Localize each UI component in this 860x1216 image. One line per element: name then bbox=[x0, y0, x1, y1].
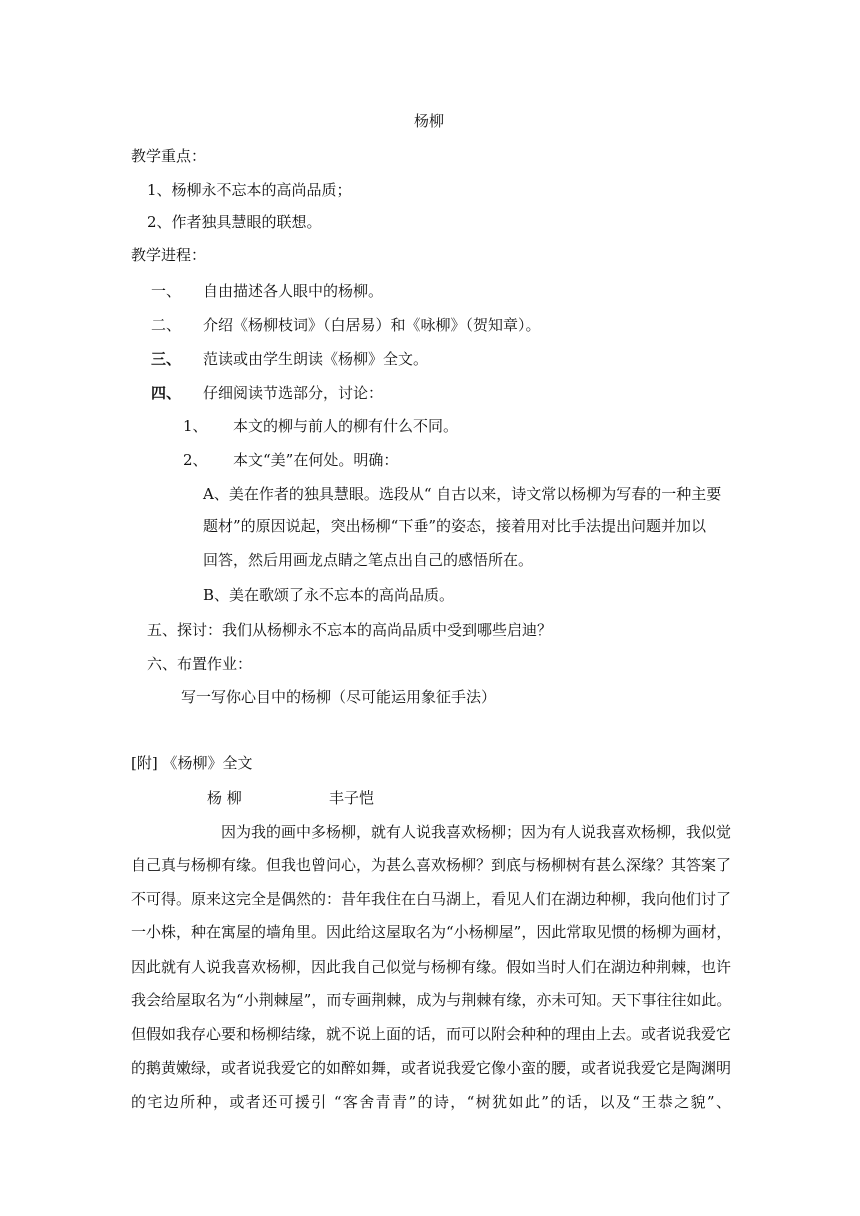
article-line: 的鹅黄嫩绿，或者说我爱它的如醉如舞，或者说我爱它像小蛮的腰，或者说我爱它是陶渊明 bbox=[131, 1059, 732, 1077]
article-title: 杨 柳 bbox=[207, 789, 242, 807]
step-text: 范读或由学生朗读《杨柳》全文。 bbox=[203, 350, 429, 368]
sub-step-text: 本文的柳与前人的柳有什么不同。 bbox=[233, 417, 459, 435]
article-line: 因为我的画中多杨柳，就有人说我喜欢杨柳；因为有人说我喜欢杨柳，我似觉 bbox=[221, 823, 732, 841]
step-text: 仔细阅读节选部分，讨论： bbox=[203, 384, 384, 402]
sub-step-number: 1、 bbox=[183, 417, 208, 435]
appendix-heading: [附] 《杨柳》全文 bbox=[131, 754, 253, 772]
article-line: 因此就有人说我喜欢杨柳，因此我自己似觉与杨柳有缘。假如当时人们在湖边种荆棘，也许 bbox=[131, 958, 732, 976]
answer-line: A、美在作者的独具慧眼。选段从“ 自古以来，诗文常以杨柳为写春的一种主要 bbox=[203, 485, 722, 503]
answer-line: 题材”的原因说起，突出杨柳“下垂”的姿态，接着用对比手法提出问题并加以 bbox=[203, 517, 707, 535]
key-points-heading: 教学重点： bbox=[131, 147, 207, 165]
step-text: 介绍《杨柳枝词》（白居易）和《咏柳》（贺知章）。 bbox=[203, 316, 541, 334]
article-line: 自己真与杨柳有缘。但我也曾问心，为甚么喜欢杨柳？到底与杨柳树有甚么深缘？其答案了 bbox=[131, 856, 732, 874]
page-title: 杨柳 bbox=[414, 112, 445, 130]
answer-line: B、美在歌颂了永不忘本的高尚品质。 bbox=[203, 586, 455, 604]
step-six: 六、布置作业： bbox=[147, 655, 253, 673]
article-author: 丰子恺 bbox=[329, 789, 375, 807]
key-point-item: 2、作者独具慧眼的联想。 bbox=[147, 213, 322, 231]
answer-line: 回答，然后用画龙点睛之笔点出自己的感悟所在。 bbox=[203, 551, 534, 569]
article-line: 我会给屋取名为“小荆棘屋”，而专画荆棘，成为与荆棘有缘，亦未可知。天下事往往如此。 bbox=[131, 991, 732, 1009]
step-number: 四、 bbox=[151, 384, 182, 402]
article-line: 的宅边所种，或者还可援引 “客舍青青”的诗，“树犹如此”的话，以及“王恭之貌”、 bbox=[131, 1093, 731, 1111]
article-line: 不可得。原来这完全是偶然的：昔年我住在白马湖上，看见人们在湖边种柳，我向他们讨了 bbox=[131, 890, 732, 908]
step-number: 三、 bbox=[151, 350, 182, 368]
sub-step-number: 2、 bbox=[183, 451, 208, 469]
article-line: 一小株，种在寓屋的墙角里。因此给这屋取名为“小杨柳屋”，因此常取见惯的杨柳为画材， bbox=[131, 923, 732, 941]
article-line: 但假如我存心要和杨柳结缘，就不说上面的话，而可以附会种种的理由上去。或者说我爱它 bbox=[131, 1025, 732, 1043]
step-number: 一、 bbox=[151, 282, 182, 300]
step-five: 五、探讨：我们从杨柳永不忘本的高尚品质中受到哪些启迪？ bbox=[147, 621, 553, 639]
process-heading: 教学进程： bbox=[131, 246, 207, 264]
key-point-item: 1、杨柳永不忘本的高尚品质； bbox=[147, 181, 352, 199]
step-text: 自由描述各人眼中的杨柳。 bbox=[203, 282, 384, 300]
step-number: 二、 bbox=[151, 316, 182, 334]
homework-text: 写一写你心目中的杨柳（尽可能运用象征手法） bbox=[181, 688, 497, 706]
sub-step-text: 本文“美”在何处。明确： bbox=[233, 451, 399, 469]
